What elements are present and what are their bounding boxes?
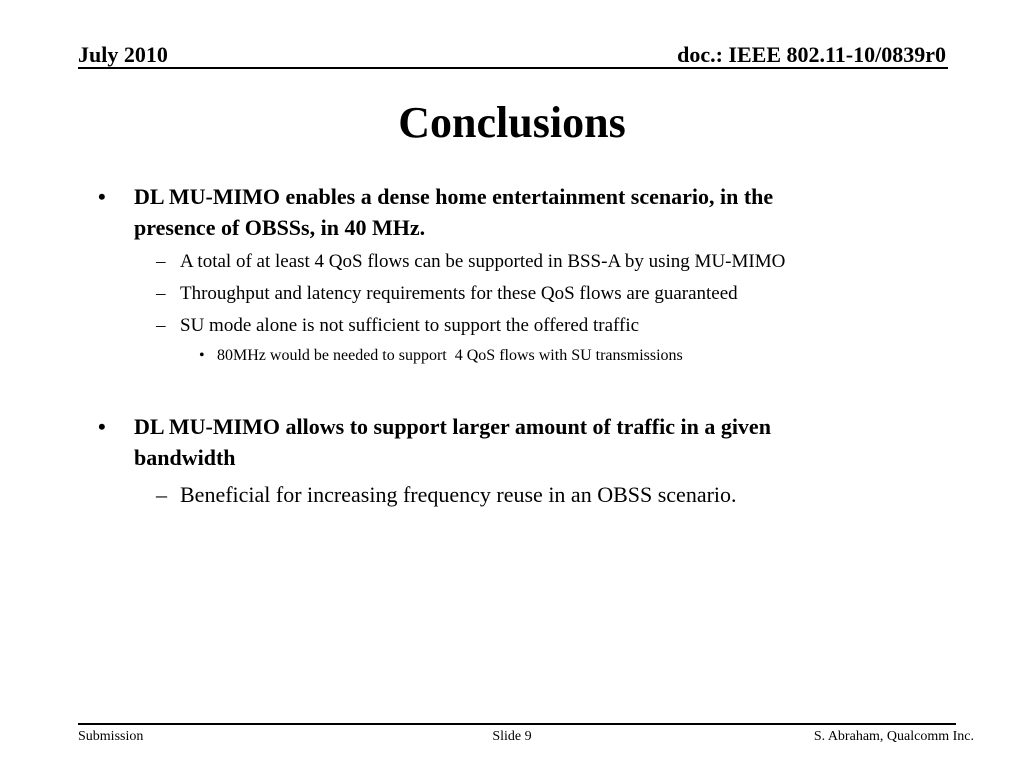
bullet-marker: •	[98, 184, 106, 209]
sub-bullet-1-1: A total of at least 4 QoS flows can be supported in BSS-A by using MU-MIMO	[180, 251, 786, 272]
dash-marker: –	[156, 283, 166, 304]
sub-bullet-1-2: Throughput and latency requirements for these QoS flows are guaranteed	[180, 283, 738, 304]
header-doc-id: doc.: IEEE 802.11-10/0839r0	[677, 42, 946, 67]
bullet-marker: •	[98, 414, 106, 439]
bullet-1-line-1: DL MU-MIMO enables a dense home entertainment scenario, in the	[134, 184, 774, 209]
footer-author: S. Abraham, Qualcomm Inc.	[813, 729, 974, 744]
dash-marker: –	[156, 251, 166, 272]
sub-bullet-1-3: SU mode alone is not sufficient to support the offered traffic	[180, 315, 640, 336]
header-date: July 2010	[78, 42, 168, 67]
bullet-2-line-1: DL MU-MIMO allows to support larger amount of traffic in a given	[134, 414, 771, 439]
slide-title: Conclusions	[398, 98, 626, 147]
bullet-1-line-2: presence of OBSSs, in 40 MHz.	[134, 215, 426, 240]
dash-marker: –	[156, 315, 166, 336]
footer-submission: Submission	[78, 729, 144, 744]
footer-divider	[78, 723, 956, 725]
footer-slide-number: Slide 9	[492, 729, 532, 744]
dash-marker: –	[156, 482, 167, 507]
bullet-marker: •	[199, 347, 205, 364]
bullet-2-line-2: bandwidth	[134, 445, 236, 470]
sub-bullet-2-1: Beneficial for increasing frequency reuse in an OBSS scenario.	[180, 482, 737, 507]
sub-sub-bullet-1-3-1: 80MHz would be needed to support 4 QoS flows with SU transmissions	[217, 347, 683, 364]
